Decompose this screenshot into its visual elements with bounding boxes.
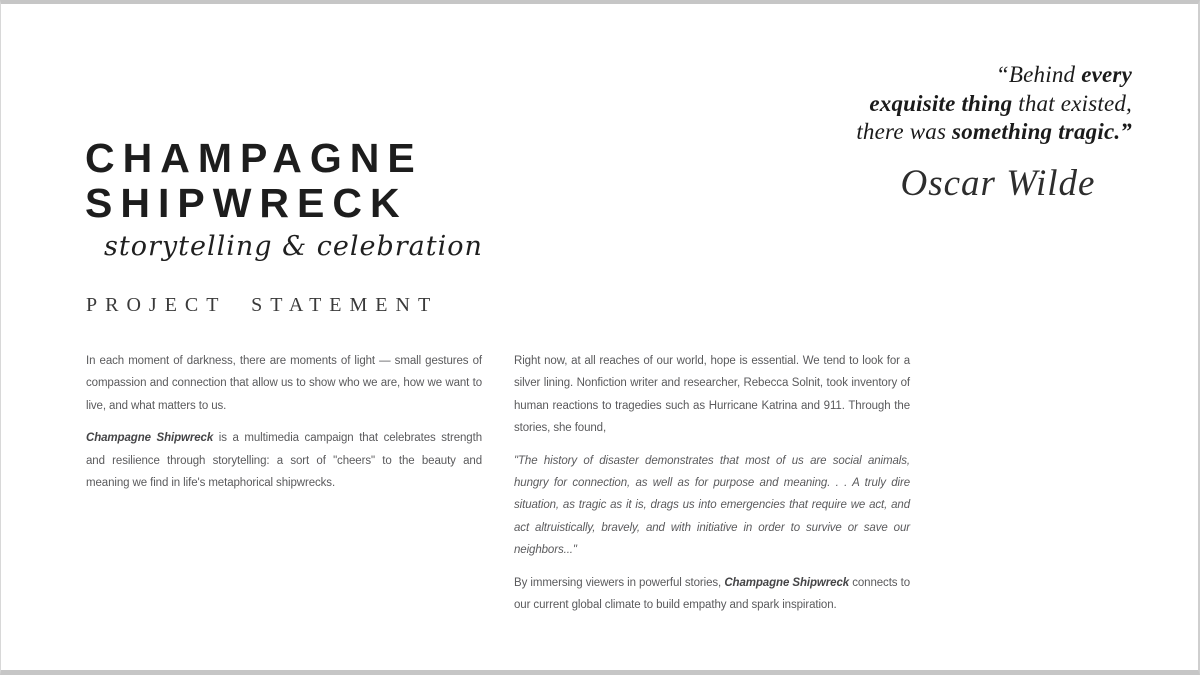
paragraph-closing bbox=[514, 572, 910, 617]
quote-text-bold: every bbox=[1081, 62, 1132, 87]
opening-quote-line-3 bbox=[856, 118, 1132, 147]
paragraph-solnit-quote: "The history of disaster demonstrates that most of us are social animals, hungry for connection, as well as for purpose and meaning. . . A truly dire situation, as tragic as it is, drags us into emergencies that require we act, and act altruistically, bravely, and with initiative in order to survive or save our neighbors..." bbox=[514, 454, 910, 557]
brand-name: Champagne Shipwreck bbox=[86, 432, 214, 445]
opening-quote-line-1 bbox=[856, 61, 1132, 90]
paragraph-text: connects to our current global climate to build empathy and spark inspiration. bbox=[514, 576, 910, 612]
page-title bbox=[85, 136, 423, 226]
left-column bbox=[86, 350, 482, 504]
opening-quote bbox=[856, 61, 1132, 147]
section-heading: PROJECT STATEMENT bbox=[86, 294, 439, 316]
brand-name: Champagne Shipwreck bbox=[724, 576, 850, 589]
title-line-2: SHIPWRECK bbox=[85, 180, 408, 226]
paragraph-darkness: In each moment of darkness, there are moments of light — small gestures of compassion and connection that allow us to show who we are, how we want to live, and what matters to us. bbox=[86, 355, 482, 412]
paragraph-hope: Right now, at all reaches of our world, hope is essential. We tend to look for a silver lining. Nonfiction writer and researcher, Rebecca Solnit, took inventory of human reactions to tragedies such as Hurricane Katrina and 911. Through the stories, she found, bbox=[514, 355, 910, 435]
quote-text-bold: something tragic.” bbox=[952, 119, 1132, 144]
quote-text: there was bbox=[856, 119, 953, 144]
quote-text-bold: exquisite thing bbox=[869, 90, 1013, 116]
paragraph-campaign bbox=[86, 427, 482, 494]
quote-text: that existed, bbox=[1012, 90, 1132, 116]
subtitle: storytelling & celebration bbox=[104, 231, 483, 262]
quote-attribution-signature: Oscar Wilde bbox=[900, 163, 1096, 204]
right-column bbox=[514, 350, 910, 626]
quote-text: “Behind bbox=[995, 62, 1082, 87]
title-line-1: CHAMPAGNE bbox=[85, 135, 423, 181]
opening-quote-line-2 bbox=[856, 90, 1132, 119]
paragraph-text: By immersing viewers in powerful stories, bbox=[514, 576, 725, 589]
paragraph-text: is a multimedia campaign that celebrates strength and resilience through storytelling: a sort of "cheers" to the beauty and meaning we find in life's metaphorical shipwrecks. bbox=[86, 432, 482, 490]
